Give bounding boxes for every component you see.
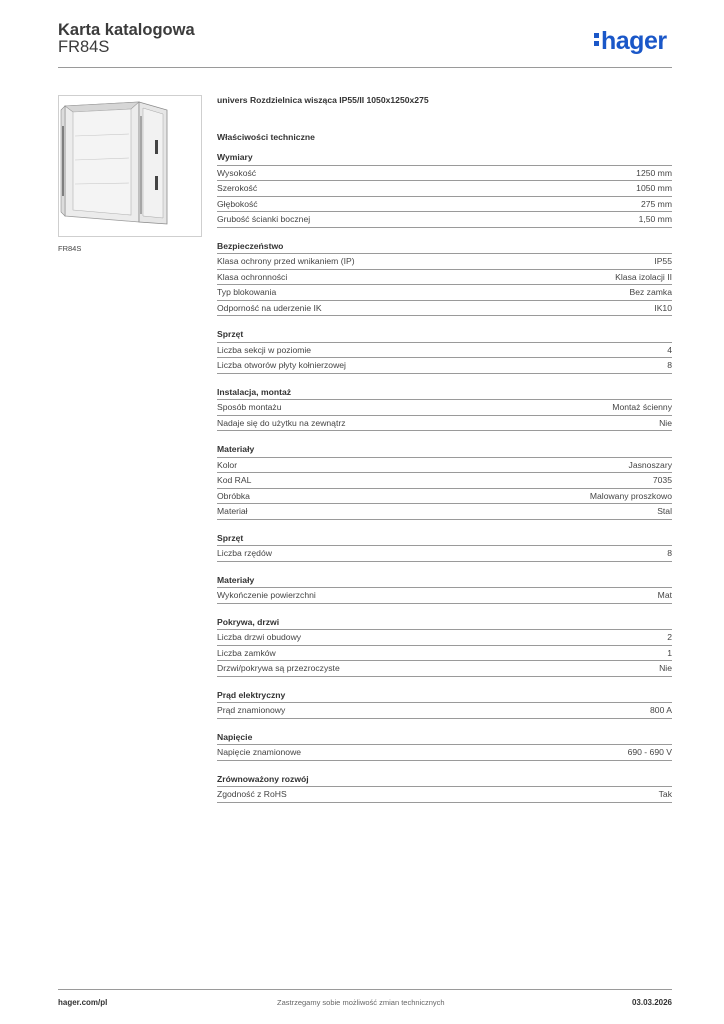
spec-row (217, 745, 672, 761)
image-caption: FR84S (58, 244, 82, 253)
spec-row-value: 1,50 mm (638, 214, 672, 224)
spec-section-title: Wymiary (217, 150, 672, 166)
spec-row-value: 7035 (652, 475, 672, 485)
spec-row (217, 588, 672, 604)
spec-row-value: 8 (667, 360, 672, 370)
spec-row (217, 661, 672, 677)
spec-row-label: Liczba sekcji w poziomie (217, 344, 312, 355)
spec-row-value: 800 A (650, 705, 672, 715)
spec-row-value: 275 mm (640, 198, 672, 209)
spec-row (217, 473, 672, 489)
spec-section (217, 730, 672, 761)
spec-row (217, 285, 672, 301)
spec-section-title: Prąd elektryczny (217, 688, 672, 704)
spec-row-label: Odporność na uderzenie IK (217, 302, 322, 313)
spec-row (217, 301, 672, 317)
spec-row-label: Zgodność z RoHS (217, 789, 287, 799)
header-divider (58, 67, 672, 68)
spec-section (217, 442, 672, 520)
spec-row-value: Malowany proszkowo (589, 490, 672, 501)
spec-row-value: Jasnoszary (628, 459, 672, 470)
spec-row-label: Sposób montażu (217, 402, 282, 412)
spec-row (217, 166, 672, 182)
spec-row-value: Mat (657, 590, 672, 600)
spec-row-value: IK10 (654, 302, 672, 313)
footer-date: 03.03.2026 (631, 998, 672, 1007)
spec-row (217, 546, 672, 562)
footer-divider (58, 989, 672, 990)
spec-row (217, 358, 672, 374)
spec-section (217, 615, 672, 677)
spec-row-label: Liczba zamków (217, 647, 276, 658)
spec-section-title: Zrównoważony rozwój (217, 772, 672, 788)
spec-row (217, 504, 672, 520)
spec-row-value: Bez zamka (629, 287, 672, 297)
spec-row-label: Wysokość (217, 167, 257, 178)
hager-logo (594, 27, 667, 56)
spec-section (217, 772, 672, 803)
spec-section (217, 327, 672, 374)
spec-row-label: Liczba drzwi obudowy (217, 632, 302, 642)
spec-row (217, 400, 672, 416)
spec-section (217, 239, 672, 317)
spec-row-value: Tak (658, 789, 672, 799)
spec-row (217, 458, 672, 474)
spec-row-value: 2 (667, 632, 672, 642)
spec-row-value: 1250 mm (636, 167, 672, 178)
enclosure-illustration-icon (59, 96, 201, 236)
spec-row-label: Grubość ścianki bocznej (217, 214, 311, 224)
spec-row-value: 4 (667, 344, 672, 355)
product-code: FR84S (58, 38, 110, 56)
spec-section (217, 385, 672, 432)
spec-row-label: Napięcie znamionowe (217, 747, 302, 757)
logo-text: hager (601, 27, 667, 55)
spec-row-value: 690 - 690 V (627, 747, 672, 757)
spec-section-title: Pokrywa, drzwi (217, 615, 672, 631)
footer-website: hager.com/pl (58, 998, 108, 1007)
spec-section-title: Materiały (217, 573, 672, 589)
spec-row-label: Prąd znamionowy (217, 705, 286, 715)
spec-row-value: IP55 (654, 256, 672, 266)
spec-row-value: Nie (659, 417, 672, 428)
spec-row (217, 787, 672, 803)
spec-row (217, 254, 672, 270)
spec-row (217, 197, 672, 213)
spec-row (217, 270, 672, 286)
spec-row (217, 181, 672, 197)
product-image (58, 95, 202, 237)
spec-section-title: Bezpieczeństwo (217, 239, 672, 255)
spec-row (217, 416, 672, 432)
spec-row-label: Kolor (217, 459, 238, 470)
spec-content (217, 94, 672, 814)
logo-dots-icon (594, 27, 599, 45)
spec-row (217, 212, 672, 228)
spec-row-value: Montaż ścienny (612, 402, 672, 412)
spec-row (217, 703, 672, 719)
spec-row-value: Klasa izolacji II (615, 271, 672, 282)
spec-section (217, 573, 672, 604)
spec-sections (217, 150, 672, 803)
document-title: Karta katalogowa (58, 21, 195, 39)
spec-row-value: 1 (667, 647, 672, 658)
spec-row-label: Liczba otworów płyty kołnierzowej (217, 360, 346, 370)
spec-section-title: Sprzęt (217, 531, 672, 547)
spec-row-label: Klasa ochrony przed wnikaniem (IP) (217, 256, 355, 266)
spec-row-label: Liczba rzędów (217, 548, 272, 558)
spec-section (217, 150, 672, 228)
spec-section (217, 688, 672, 719)
technical-properties-heading: Właściwości techniczne (217, 132, 315, 142)
spec-section (217, 531, 672, 562)
spec-row (217, 630, 672, 646)
spec-row-label: Klasa ochronności (217, 271, 288, 282)
product-name: univers Rozdzielnica wisząca IP55/II 1050x1250x275 (217, 95, 429, 105)
spec-row-label: Kod RAL (217, 475, 252, 485)
spec-section-title: Instalacja, montaż (217, 385, 672, 401)
spec-section-title: Napięcie (217, 730, 672, 746)
spec-row-label: Głębokość (217, 198, 258, 209)
spec-row-value: 8 (667, 548, 672, 558)
spec-row (217, 646, 672, 662)
spec-row-label: Obróbka (217, 490, 250, 501)
spec-row-value: Nie (659, 663, 672, 673)
spec-section-title: Materiały (217, 442, 672, 458)
spec-row-label: Typ blokowania (217, 287, 277, 297)
spec-row-label: Wykończenie powierzchni (217, 590, 316, 600)
spec-row (217, 343, 672, 359)
spec-section-title: Sprzęt (217, 327, 672, 343)
spec-row-label: Materiał (217, 506, 248, 516)
spec-row-label: Drzwi/pokrywa są przezroczyste (217, 663, 340, 673)
spec-row-label: Szerokość (217, 183, 258, 193)
footer-disclaimer: Zastrzegamy sobie możliwość zmian technicznych (277, 998, 445, 1007)
spec-row-value: 1050 mm (636, 183, 672, 193)
spec-row-value: Stal (657, 506, 672, 516)
spec-row (217, 489, 672, 505)
spec-row-label: Nadaje się do użytku na zewnątrz (217, 417, 346, 428)
